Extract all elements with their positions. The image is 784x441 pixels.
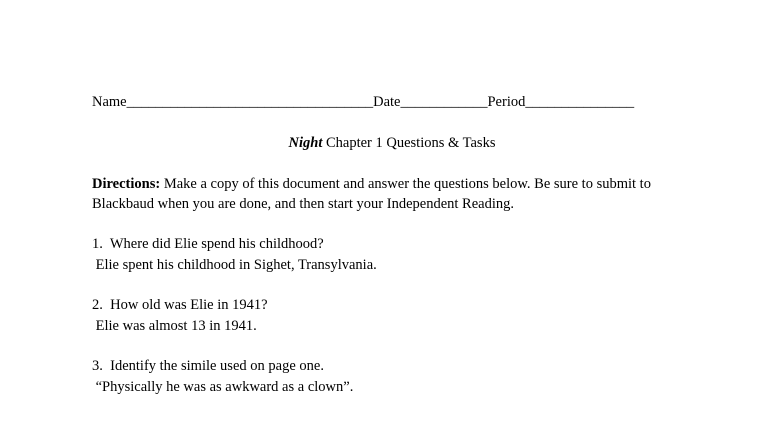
directions-label: Directions: xyxy=(92,176,161,192)
answer-1: Elie spent his childhood in Sighet, Transylvania. xyxy=(92,257,377,273)
question-2: 2. How old was Elie in 1941? xyxy=(92,297,268,313)
answer-2: Elie was almost 13 in 1941. xyxy=(92,318,257,334)
directions-line-1 xyxy=(92,174,651,194)
question-3: 3. Identify the simile used on page one. xyxy=(92,358,324,374)
title-rest: Chapter 1 Questions & Tasks xyxy=(322,135,496,151)
directions-text-1: Make a copy of this document and answer the questions below. Be sure to submit to xyxy=(160,176,651,192)
title-book-name: Night xyxy=(288,135,323,151)
directions-line-2: Blackbaud when you are done, and then start your Independent Reading. xyxy=(92,196,514,212)
question-1: 1. Where did Elie spend his childhood? xyxy=(92,236,324,252)
document-title xyxy=(0,133,784,153)
answer-3: “Physically he was as awkward as a clown”. xyxy=(92,379,354,395)
name-date-period-line: Name__________________________________Date____________Period_______________ xyxy=(92,94,635,110)
